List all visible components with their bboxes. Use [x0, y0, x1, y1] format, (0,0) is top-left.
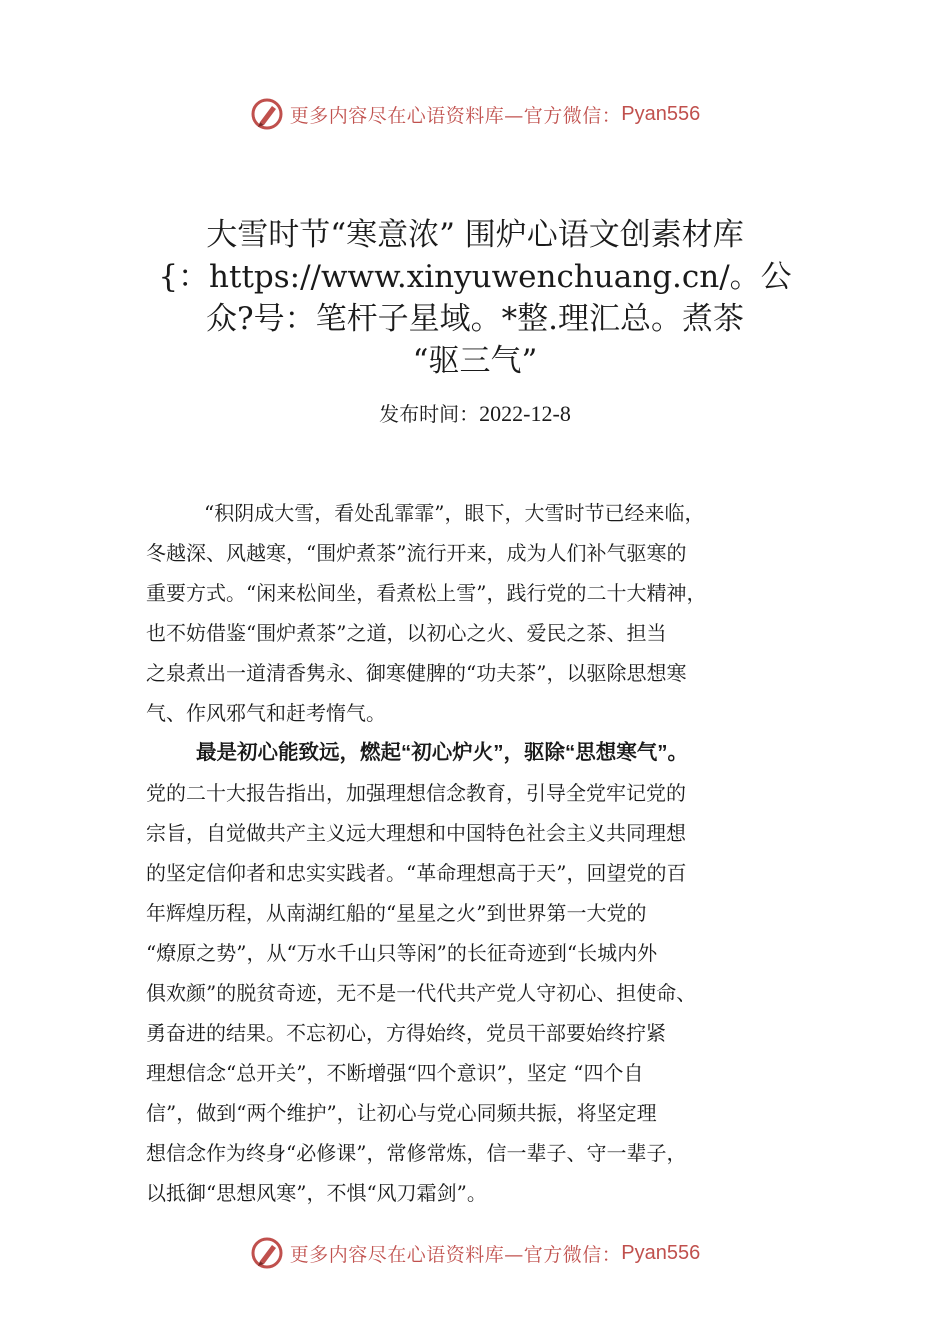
publish-time: [0, 398, 950, 427]
title-line: “驱三气”: [412, 343, 538, 379]
banner-text: 更多内容尽在心语资料库—官方微信：: [289, 104, 622, 127]
pen-logo-icon: [250, 1236, 284, 1270]
paragraph-line: 想信念作为终身“必修课”，常修常炼，信一辈子、守一辈子，: [146, 1141, 687, 1165]
banner-wechat-id: Pyan556: [621, 1241, 701, 1264]
paragraph-line: 重要方式。“闲来松间坐，看煮松上雪”，践行党的二十大精神，: [146, 581, 707, 605]
paragraph-lead-heading: 最是初心能致远，燃起“初心炉火”，驱除“思想寒气”。: [196, 741, 688, 764]
paragraph-line: 俱欢颜”的脱贫奇迹，无不是一代代共产党人守初心、担使命、: [146, 981, 697, 1005]
paragraph-line: 党的二十大报告指出，加强理想信念教育，引导全党牢记党的: [146, 781, 686, 805]
title-line: 众?号：笔杆子星域。*整.理汇总。煮茶: [206, 301, 744, 337]
publish-time-label: 发布时间：: [379, 402, 480, 426]
paragraph-line: 也不妨借鉴“围炉煮茶”之道，以初心之火、爱民之茶、担当: [146, 621, 667, 645]
banner-wechat-id: Pyan556: [621, 102, 701, 125]
document-title: [110, 214, 840, 382]
paragraph-line: 信”，做到“两个维护”，让初心与党心同频共振，将坚定理: [146, 1101, 657, 1125]
title-line: 大雪时节“寒意浓” 围炉心语文创素材库: [206, 217, 744, 253]
footer-banner: [0, 1233, 950, 1273]
paragraph-line: “积阴成大雪，看处乱霏霏”，眼下，大雪时节已经来临，: [204, 501, 705, 525]
title-line: {：https://www.xinyuwenchuang.cn/。公: [158, 259, 792, 295]
paragraph-line: 宗旨，自觉做共产主义远大理想和中国特色社会主义共同理想: [146, 821, 686, 845]
header-banner: [0, 94, 950, 134]
paragraph-line: 之泉煮出一道清香隽永、御寒健脾的“功夫茶”，以驱除思想寒: [146, 661, 687, 685]
paragraph-initial-heart: [146, 733, 816, 1213]
paragraph-line: “燎原之势”，从“万水千山只等闲”的长征奇迹到“长城内外: [146, 941, 658, 965]
paragraph-line: 气、作风邪气和赶考惰气。: [146, 701, 386, 725]
banner-text: 更多内容尽在心语资料库—官方微信：: [289, 1243, 622, 1266]
paragraph-line: 冬越深、风越寒，“围炉煮茶”流行开来，成为人们补气驱寒的: [146, 541, 687, 565]
publish-time-value: 2022-12-8: [479, 401, 571, 426]
paragraph-line: 理想信念“总开关”，不断增强“四个意识”，坚定 “四个自: [146, 1061, 644, 1085]
paragraph-line: 以抵御“思想风寒”，不惧“风刀霜剑”。: [146, 1181, 487, 1205]
paragraph-line: 年辉煌历程，从南湖红船的“星星之火”到世界第一大党的: [146, 901, 647, 925]
pen-logo-icon: [250, 97, 284, 131]
paragraph-intro: [146, 493, 816, 733]
paragraph-line: 的坚定信仰者和忠实实践者。“革命理想高于天”，回望党的百: [146, 861, 687, 885]
paragraph-line: 勇奋进的结果。不忘初心，方得始终，党员干部要始终拧紧: [146, 1021, 666, 1045]
